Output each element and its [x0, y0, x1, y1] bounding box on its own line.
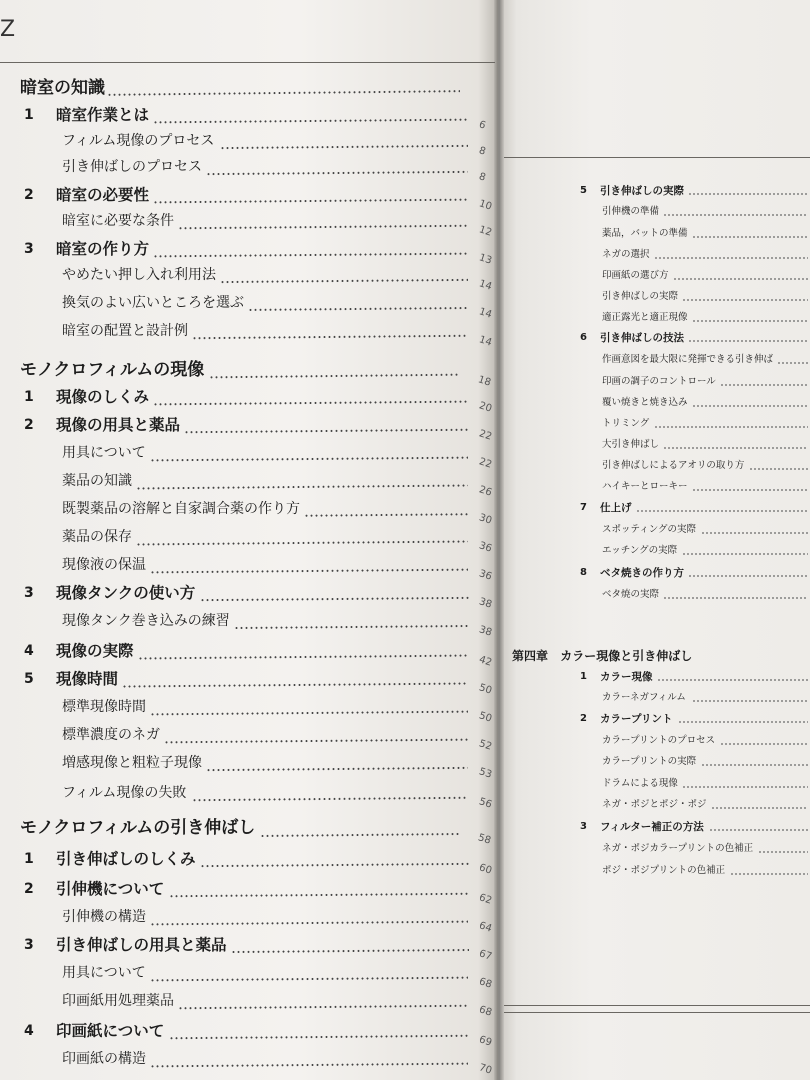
leader-dots [636, 510, 809, 512]
leader-dots [692, 489, 809, 491]
toc-entry: カラープリント [600, 713, 673, 725]
page-number: 10 [477, 198, 494, 213]
toc-entry: フィルム現像のプロセス [62, 133, 215, 149]
right-page [498, 0, 810, 1080]
leader-dots [663, 447, 808, 449]
page-number: 14 [477, 306, 494, 321]
leader-dots [682, 786, 808, 788]
toc-entry: 引伸機について [56, 880, 165, 898]
chapter-title: カラー現像と引き伸ばし [560, 649, 693, 663]
page-number: 50 [477, 682, 494, 697]
toc-entry: ポジ・ポジプリントの色補正 [602, 865, 726, 876]
leader-dots [663, 597, 808, 599]
entry-number: 3 [24, 937, 34, 953]
leader-dots [720, 743, 808, 745]
bottom-rule-right [504, 1005, 810, 1006]
entry-number: 1 [580, 671, 587, 682]
entry-number: 4 [24, 643, 34, 659]
entry-number: 3 [24, 585, 34, 601]
page-number: 13 [477, 252, 494, 267]
page-number: 22 [477, 456, 494, 471]
page-number: 14 [477, 278, 494, 293]
leader-dots [692, 700, 809, 702]
toc-entry: 暗室の作り方 [56, 240, 150, 258]
top-rule-left [0, 62, 495, 63]
page-number: 42 [477, 654, 494, 669]
leader-dots [692, 236, 809, 238]
entry-number: 2 [24, 881, 34, 897]
leader-dots [688, 193, 808, 195]
toc-entry: 引伸機の構造 [62, 909, 146, 925]
toc-entry: 薬品の保存 [62, 529, 132, 545]
leader-dots [663, 214, 808, 216]
page-number: 38 [477, 596, 494, 611]
toc-entry: ベタ焼の実際 [602, 589, 660, 600]
toc-entry: 引き伸ばしの技法 [600, 332, 684, 344]
leader-dots [730, 873, 809, 875]
leader-dots [688, 575, 808, 577]
toc-entry: 引き伸ばしの実際 [602, 291, 679, 302]
toc-entry: 作画意図を最大限に発揮できる引き伸ば [602, 354, 774, 365]
page-number: 30 [477, 512, 494, 527]
toc-entry: スポッティングの実際 [602, 524, 697, 535]
toc-entry: 引き伸ばしの用具と薬品 [56, 936, 227, 954]
top-rule-right [504, 157, 810, 158]
toc-entry: 仕上げ [600, 502, 632, 514]
toc-entry: ネガの選択 [602, 249, 650, 260]
entry-number: 3 [580, 821, 587, 832]
entry-number: 6 [580, 332, 587, 343]
page-number: 50 [477, 710, 494, 725]
toc-entry: ベタ焼きの作り方 [600, 567, 684, 579]
toc-entry: 現像の用具と薬品 [56, 416, 181, 434]
leader-dots [709, 829, 808, 831]
leader-dots [749, 468, 809, 470]
entry-number: 1 [24, 107, 34, 123]
toc-entry: 標準現像時間 [62, 699, 146, 715]
chapter-label [512, 650, 692, 662]
toc-entry: 薬品の知識 [62, 473, 132, 489]
toc-entry: カラー現像 [600, 671, 653, 683]
page-number: 6 [477, 119, 487, 132]
toc-entry: 暗室に必要な条件 [62, 213, 174, 229]
page-number: 38 [477, 624, 494, 639]
toc-entry: 用具について [62, 445, 146, 461]
page-number: 69 [477, 1034, 494, 1049]
leader-dots [720, 384, 808, 386]
toc-entry: 現像タンクの使い方 [56, 584, 196, 602]
page-number: 8 [477, 171, 487, 184]
toc-entry: やめたい押し入れ利用法 [62, 267, 216, 283]
entry-number: 1 [24, 389, 34, 405]
page-number: 56 [477, 796, 494, 811]
toc-entry: 印画紙用処理薬品 [62, 993, 174, 1009]
leader-dots [688, 340, 808, 342]
leader-dots [654, 257, 809, 259]
toc-entry: 薬品，バットの準備 [602, 228, 688, 239]
corner-mark: Z [0, 17, 16, 42]
entry-number: 7 [580, 502, 587, 513]
toc-entry: エッチングの実際 [602, 545, 678, 556]
entry-number: 5 [24, 671, 34, 687]
toc-entry: 印画紙について [56, 1022, 165, 1040]
toc-entry: ハイキーとローキー [602, 481, 688, 492]
page-number: 64 [477, 920, 494, 935]
book-gutter [494, 0, 504, 1080]
toc-entry: 引き伸ばしによるアオリの取り方 [602, 460, 745, 471]
toc-entry: ネガ・ポジとポジ・ポジ [602, 799, 707, 810]
entry-number: 2 [580, 713, 587, 724]
page-number: 36 [477, 540, 494, 555]
page-number: 60 [477, 862, 494, 877]
entry-number: 2 [24, 187, 34, 203]
toc-entry: 現像タンク巻き込みの練習 [62, 613, 230, 629]
toc-entry: 印画の調子のコントロール [602, 376, 716, 387]
toc-entry: 引き伸ばしの実際 [600, 185, 684, 197]
toc-entry: 増感現像と粗粒子現像 [62, 755, 202, 771]
page-number: 12 [477, 224, 494, 239]
page-number: 68 [477, 976, 494, 991]
entry-number: 1 [24, 851, 34, 867]
toc-entry: カラープリントの実際 [602, 756, 697, 767]
leader-dots [711, 807, 809, 809]
page-number: 58 [476, 832, 493, 847]
page-number: 70 [477, 1062, 494, 1077]
leader-dots [682, 553, 808, 555]
toc-entry: 引き伸ばしのプロセス [62, 159, 202, 175]
page-number: 8 [477, 145, 487, 158]
leader-dots [657, 679, 809, 681]
entry-number: 3 [24, 241, 34, 257]
leader-dots [692, 320, 809, 322]
toc-entry: 引き伸ばしのしくみ [56, 850, 196, 868]
leader-dots [777, 362, 808, 364]
leader-dots [701, 764, 808, 766]
toc-entry: 現像時間 [56, 670, 119, 688]
toc-entry: 印画紙の構造 [62, 1051, 146, 1067]
toc-entry: フィルム現像の失敗 [62, 785, 187, 801]
leader-dots [682, 299, 808, 301]
section-title: 暗室の知識 [20, 78, 105, 98]
toc-entry: カラープリントのプロセス [602, 735, 716, 746]
leader-dots [678, 721, 809, 723]
page-number: 62 [477, 892, 494, 907]
toc-entry: 大引き伸ばし [602, 439, 660, 450]
leader-dots [654, 426, 809, 428]
toc-entry: 用具について [62, 965, 146, 981]
entry-number: 4 [24, 1023, 34, 1039]
page-number: 36 [477, 568, 494, 583]
page-number: 67 [477, 948, 494, 963]
toc-entry: 既製薬品の溶解と自家調合薬の作り方 [62, 501, 300, 517]
toc-entry: 現像の実際 [56, 642, 134, 660]
toc-entry: 現像液の保温 [62, 557, 146, 573]
toc-entry: 暗室の配置と設計例 [62, 323, 188, 339]
toc-entry: 換気のよい広いところを選ぶ [62, 295, 244, 311]
toc-entry: トリミング [602, 418, 650, 429]
toc-entry: 標準濃度のネガ [62, 727, 160, 743]
toc-entry: ネガ・ポジカラープリントの色補正 [602, 843, 754, 854]
leader-dots [692, 405, 809, 407]
toc-entry: カラーネガフィルム [602, 692, 686, 703]
toc-entry: 現像のしくみ [56, 388, 150, 406]
toc-entry: 引伸機の準備 [602, 206, 660, 217]
entry-number: 5 [580, 185, 587, 196]
page-number: 20 [477, 400, 494, 415]
bottom-rule-right-2 [504, 1012, 810, 1013]
leader-dots [758, 851, 808, 853]
leader-dots [673, 278, 809, 280]
toc-entry: ドラムによる現像 [602, 778, 678, 789]
leader-dots [701, 532, 808, 534]
page-number: 68 [477, 1004, 494, 1019]
page-number: 53 [477, 766, 494, 781]
toc-entry: 暗室作業とは [56, 106, 150, 124]
section-title: モノクロフィルムの引き伸ばし [20, 818, 256, 838]
page-number: 26 [477, 484, 494, 499]
chapter-number: 第四章 [512, 649, 549, 663]
section-title: モノクロフィルムの現像 [20, 360, 205, 380]
page-number: 14 [477, 334, 494, 349]
entry-number: 8 [580, 567, 587, 578]
toc-entry: 印画紙の選び方 [602, 270, 669, 281]
toc-entry: 暗室の必要性 [56, 186, 150, 204]
toc-entry: フィルター補正の方法 [600, 821, 704, 833]
page-number: 22 [477, 428, 494, 443]
page-number: 18 [476, 374, 493, 389]
toc-entry: 適正露光と適正現像 [602, 312, 688, 323]
entry-number: 2 [24, 417, 34, 433]
toc-entry: 覆い焼きと焼き込み [602, 397, 688, 408]
page-number: 52 [477, 738, 494, 753]
